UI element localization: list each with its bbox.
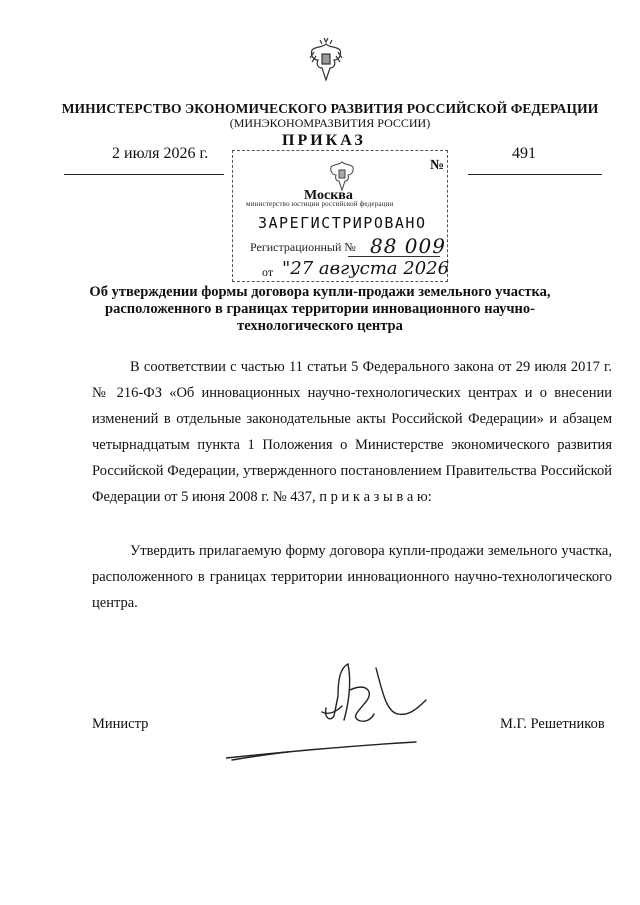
- order-number: 491: [512, 145, 536, 162]
- number-sign: №: [430, 158, 445, 173]
- signer-name: М.Г. Решетников: [500, 716, 605, 732]
- eagle-emblem-icon: [306, 36, 346, 84]
- stamp-reg-number: 88 009: [370, 234, 446, 258]
- stamp-date: "27 августа 2026: [282, 258, 450, 279]
- body-paragraph: В соответствии с частью 11 статьи 5 Федерального закона от 29 июля 2017 г. № 216-ФЗ «Об инновационных научно-технологических центрах и о внесении изменений в отдельные законодательные акты Российской Федерации» и абзацем четырнадцатым пункта 1 Положения о Министерстве экономического развития Российской Федерации, утвержденного постановлением Правительства Российской Федерации от 5 июня 2008 г. № 437, п р и к а з ы в а ю:: [92, 359, 612, 505]
- order-date: 2 июля 2026 г.: [112, 145, 209, 162]
- city-name: Москва: [304, 188, 353, 203]
- document-type: ПРИКАЗ: [282, 132, 366, 149]
- number-underline: [468, 174, 602, 175]
- stamp-from-label: от: [262, 265, 274, 279]
- reg-number-underline: [348, 256, 440, 257]
- document-title: Об утверждении формы договора купли-продажи земельного участка, расположенного в границах территории инновационного научно-технологического центра: [89, 284, 551, 334]
- stamp-registered-label: ЗАРЕГИСТРИРОВАНО: [258, 214, 427, 232]
- ministry-name: МИНИСТЕРСТВО ЭКОНОМИЧЕСКОГО РАЗВИТИЯ РОССИЙСКОЙ ФЕДЕРАЦИИ: [61, 101, 599, 116]
- ministry-short-name: (МИНЭКОНОМРАЗВИТИЯ РОССИИ): [229, 116, 431, 130]
- stamp-ministry-text: министерство юстиции российской федерации: [246, 200, 394, 208]
- body-paragraph: Утвердить прилагаемую форму договора купли-продажи земельного участка, расположенного в границах территории инновационного научно-технологического центра.: [92, 543, 612, 611]
- signature-icon: [226, 660, 436, 770]
- signer-position: Министр: [92, 716, 149, 732]
- date-underline: [64, 174, 224, 175]
- stamp-reg-number-label: Регистрационный №: [250, 240, 356, 254]
